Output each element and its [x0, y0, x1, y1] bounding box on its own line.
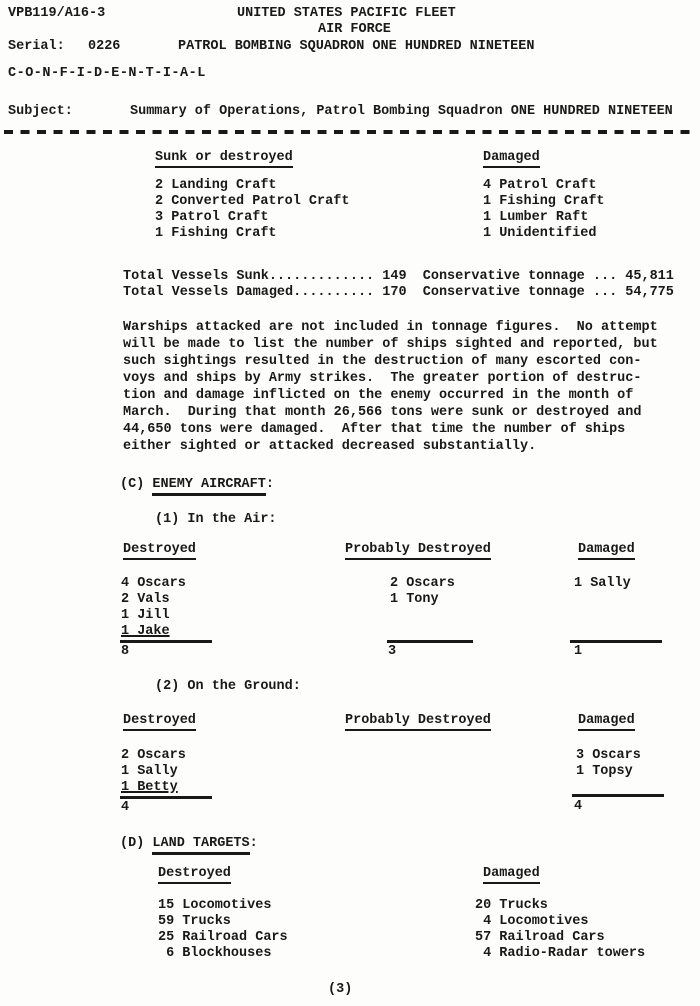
vessel-damaged-item: 1 Fishing Craft [483, 194, 605, 209]
air-destroyed-total: 8 [121, 644, 130, 659]
air-destroyed-item: 2 Vals [121, 592, 170, 607]
land-damaged-item: 20 Trucks [475, 898, 548, 913]
air-destroyed-item: 1 Jill [121, 608, 170, 623]
ground-destroyed-item: 2 Oscars [121, 748, 186, 763]
air-col-destroyed: Destroyed [123, 542, 196, 557]
air-damaged-total: 1 [574, 644, 583, 659]
air-damaged-item: 1 Sally [574, 576, 631, 591]
land-destroyed-item: 15 Locomotives [158, 898, 272, 913]
land-destroyed-item: 25 Railroad Cars [158, 930, 288, 945]
subject-label: Subject: [8, 104, 73, 119]
air-probably-item: 2 Oscars [390, 576, 455, 591]
vessel-sunk-item: 2 Landing Craft [155, 178, 277, 193]
serial-label: Serial: [8, 39, 65, 54]
air-damaged-sum-rule [570, 640, 662, 643]
ground-col-probably: Probably Destroyed [345, 713, 491, 728]
vessel-sunk-item: 3 Patrol Craft [155, 210, 269, 225]
in-air-subheading: (1) In the Air: [155, 512, 277, 527]
narrative-line: either sighted or attacked decreased substantially. [123, 439, 537, 454]
air-destroyed-item: 4 Oscars [121, 576, 186, 591]
serial-number: 0226 [88, 39, 121, 54]
doc-reference: VPB119/A16-3 [8, 6, 106, 21]
totals-damaged-line: Total Vessels Damaged.......... 170 Conservative tonnage ... 54,775 [123, 285, 674, 300]
narrative-line: March. During that month 26,566 tons were sunk or destroyed and [123, 405, 642, 420]
on-ground-subheading: (2) On the Ground: [155, 679, 301, 694]
air-destroyed-item: 1 Jake [121, 624, 170, 639]
land-damaged-item: 4 Radio-Radar towers [475, 946, 646, 961]
fleet-title: UNITED STATES PACIFIC FLEET [237, 6, 456, 21]
ground-destroyed-item: 1 Sally [121, 764, 178, 779]
air-probably-total: 3 [388, 644, 397, 659]
vessel-sunk-item: 1 Fishing Craft [155, 226, 277, 241]
narrative-line: tion and damage inflicted on the enemy occurred in the month of [123, 388, 634, 403]
air-probably-item: 1 Tony [390, 592, 439, 607]
subject-text: Summary of Operations, Patrol Bombing Squadron ONE HUNDRED NINETEEN [130, 104, 673, 119]
ground-col-destroyed: Destroyed [123, 713, 196, 728]
section-d-heading: (D) LAND TARGETS: [120, 836, 258, 851]
vessel-damaged-item: 1 Lumber Raft [483, 210, 589, 225]
land-damaged-item: 4 Locomotives [475, 914, 589, 929]
narrative-line: voys and ships by Army strikes. The greater portion of destruc- [123, 371, 642, 386]
classification-marking: C-O-N-F-I-D-E-N-T-I-A-L [8, 66, 206, 81]
air-force-title: AIR FORCE [318, 22, 391, 37]
totals-sunk-line: Total Vessels Sunk............. 149 Conservative tonnage ... 45,811 [123, 269, 674, 284]
vessels-damaged-header: Damaged [483, 150, 540, 165]
narrative-line: such sightings resulted in the destruction of many escorted con- [123, 354, 642, 369]
land-destroyed-item: 6 Blockhouses [158, 946, 272, 961]
ground-destroyed-sum-rule [120, 796, 212, 799]
vessels-sunk-header: Sunk or destroyed [155, 150, 293, 165]
ground-destroyed-total: 4 [121, 800, 130, 815]
ground-destroyed-item: 1 Betty [121, 780, 178, 795]
section-c-heading: (C) ENEMY AIRCRAFT: [120, 477, 274, 492]
land-col-destroyed: Destroyed [158, 866, 231, 881]
separator-dashes [4, 130, 697, 134]
land-destroyed-item: 59 Trucks [158, 914, 231, 929]
narrative-line: Warships attacked are not included in tonnage figures. No attempt [123, 320, 658, 335]
land-damaged-item: 57 Railroad Cars [475, 930, 605, 945]
ground-damaged-total: 4 [574, 799, 583, 814]
vessel-damaged-item: 4 Patrol Craft [483, 178, 597, 193]
ground-damaged-item: 1 Topsy [576, 764, 633, 779]
ground-damaged-item: 3 Oscars [576, 748, 641, 763]
narrative-line: 44,650 tons were damaged. After that time the number of ships [123, 422, 626, 437]
air-destroyed-sum-rule [120, 640, 212, 643]
narrative-line: will be made to list the number of ships sighted and reported, but [123, 337, 658, 352]
land-col-damaged: Damaged [483, 866, 540, 881]
vessel-damaged-item: 1 Unidentified [483, 226, 597, 241]
ground-damaged-sum-rule [572, 794, 664, 797]
vessel-sunk-item: 2 Converted Patrol Craft [155, 194, 350, 209]
air-probably-sum-rule [387, 640, 473, 643]
air-col-damaged: Damaged [578, 542, 635, 557]
air-col-probably: Probably Destroyed [345, 542, 491, 557]
page-number: (3) [328, 982, 353, 997]
ground-col-damaged: Damaged [578, 713, 635, 728]
squadron-title: PATROL BOMBING SQUADRON ONE HUNDRED NINETEEN [178, 39, 535, 54]
